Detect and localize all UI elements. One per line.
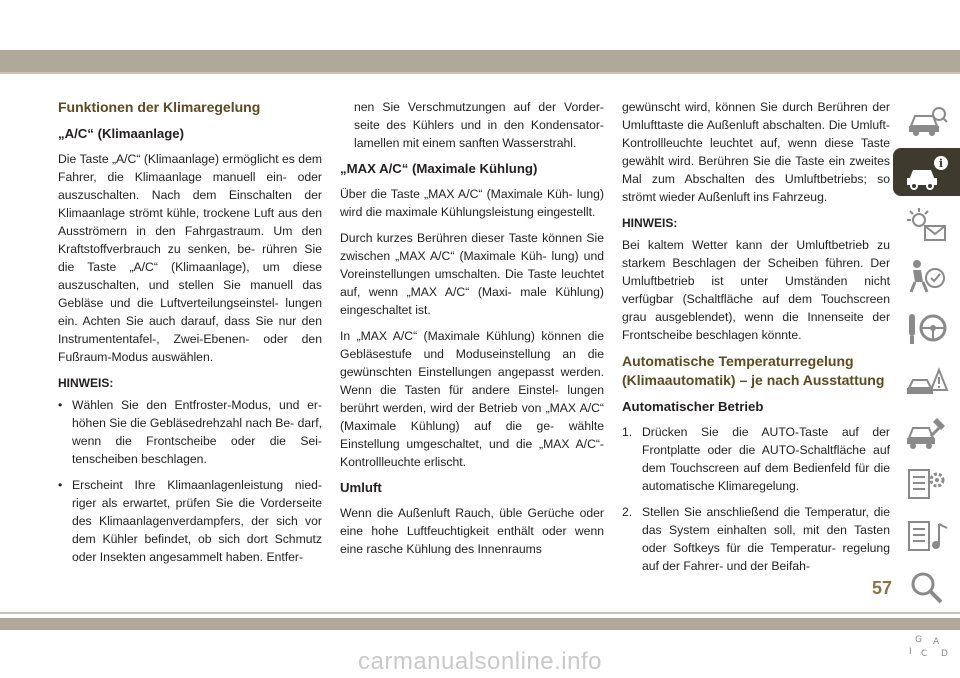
bullet-item: • Wählen Sie den Entfroster-Modus, und er- höhen Sie die Gebläsedrehzahl nach Be- darf, wenn die Frontscheibe oder die Sei- tenscheiben beschlagen.: [58, 396, 322, 468]
step-text: Stellen Sie anschließend die Temperatur, die das System einhalten soll, mit den Tasten oder Softkeys für die Temperatur- regelung auf der Fahrer- und der Beifah-: [642, 505, 890, 573]
note-label: HINWEIS:: [58, 376, 114, 390]
music-note-list-icon: [905, 516, 949, 556]
bottom-divider: [0, 612, 960, 614]
numbered-step: [622, 503, 890, 575]
subheading-umluft: Umluft: [340, 480, 382, 495]
column-3: [622, 98, 890, 583]
numbered-step: [622, 423, 890, 495]
chapter-tabs: [893, 96, 960, 668]
tab-specifications[interactable]: [893, 460, 960, 508]
car-search-icon: [905, 100, 949, 140]
tab-car-info[interactable]: [893, 148, 960, 196]
paragraph-continued: nen Sie Verschmutzungen auf der Vorder- seite des Kühlers und in den Kondensator- lamellen mit einem sanften Wasserstrahl.: [354, 100, 604, 150]
subheading-auto-operation: Automatischer Betrieb: [622, 399, 764, 414]
svg-text:D: D: [940, 649, 948, 659]
paragraph-note: Bei kaltem Wetter kann der Umluftbetrieb zu starkem Beschlagen der Scheiben führen. Der Umluftbetrieb ist unter Umständen nicht verfügbar (Schaltfläche auf dem Touchscreen grau ausgeblendet), wenn die Innenseite der Frontscheibe beschlagen könnte.: [622, 238, 890, 342]
bottom-footer-band: [0, 618, 960, 630]
airbag-safety-icon: [905, 256, 949, 296]
tab-warning-lights[interactable]: [893, 200, 960, 248]
tab-multimedia[interactable]: [893, 512, 960, 560]
step-text: Drücken Sie die AUTO-Taste auf der Frontplatte oder die AUTO-Schaltfläche auf dem Touchscreen auf dem Bedienfeld für die automatische Klimaregelung.: [642, 425, 890, 493]
section-title-auto-climate: Automatische Temperaturregelung (Klimaautomatik) – je nach Ausstattung: [622, 353, 885, 388]
tab-customer-assistance[interactable]: [893, 564, 960, 612]
paragraph-max-ac-1: Über die Taste „MAX A/C“ (Maximale Küh- lung) wird die maximale Kühlungsleistung eingestellt.: [340, 187, 604, 219]
svg-text:i: i: [938, 157, 943, 170]
tab-safety[interactable]: [893, 252, 960, 300]
paragraph-max-ac-2: Durch kurzes Berühren dieser Taste können Sie zwischen „MAX A/C“ (Maximale Küh- lung) und Voreinstellungen umschalten. Die Taste leuchtet auf, wenn „MAX A/C“ (Maxi- male Kühlung) eingeschaltet ist.: [340, 231, 604, 317]
note-label: HINWEIS:: [622, 216, 678, 230]
column-1: [58, 98, 322, 574]
car-service-wrench-icon: [905, 412, 949, 452]
paragraph-max-ac-3: In „MAX A/C“ (Maximale Kühlung) können die Gebläsestufe und Moduseinstellung an die gewünschten Einstellungen angepasst werden. Wenn die Tasten für andere Einstel- lungen berührt werden, wird der Betrieb von „MAX A/C“ (Maximale Kühlung) auf die ge- wählte Einstellung umgeschaltet, und die „MAX A/C“-Kontrollleuchte erlischt.: [340, 329, 604, 469]
roadside-warning-triangle-icon: [905, 360, 949, 400]
subheading-max-ac: „MAX A/C“ (Maximale Kühlung): [340, 161, 538, 176]
paragraph-ac: Die Taste „A/C“ (Klimaanlage) ermöglicht es dem Fahrer, die Klimaanlage manuell ein- oder auszuschalten. Nach dem Einschalten der Klimaanlage strömt kühle, trockene Luft aus den Ausströmern in den Fahrgastraum. Um den Kraftstoffverbrauch zu senken, be- rühren Sie die Taste „A/C“ (Klimaanlage), um diese auszuschalten, und stellen Sie manuell das Gebläse und die Luftverteilungseinstel- lungen ein. Achten Sie auch darauf, dass Sie nur den Instrumententafel-, Zwei-Ebenen- oder den Fußraum-Modus auswählen.: [58, 152, 322, 364]
specifications-gear-icon: [905, 464, 949, 504]
page-number: 57: [871, 578, 892, 598]
magnifier-search-icon: [905, 568, 949, 608]
top-divider: [0, 72, 960, 74]
top-header-band: [0, 50, 960, 72]
paragraph-continued: gewünscht wird, können Sie durch Berühren der Umlufttaste die Außenluft abschalten. Die Umluft-Kontrollleuchte leuchtet auf, wenn diese Taste gewählt wird. Berühren Sie die Taste ein zweites Mal zum Abschalten des Umluftbetriebs; so strömt wieder Außenluft ins Fahrzeug.: [622, 100, 890, 204]
svg-text:A: A: [932, 637, 939, 647]
column-2: [340, 98, 604, 566]
section-title-climate-functions: Funktionen der Klimaregelung: [58, 99, 261, 115]
svg-text:C: C: [920, 649, 927, 659]
steering-wheel-key-icon: [905, 308, 949, 348]
step-number: 2.: [622, 505, 633, 519]
tab-emergency[interactable]: [893, 356, 960, 404]
subheading-ac: „A/C“ (Klimaanlage): [58, 126, 185, 141]
tab-starting-operating[interactable]: [893, 304, 960, 352]
warning-light-message-icon: [905, 204, 949, 244]
car-info-icon: [905, 152, 949, 192]
tab-car-search[interactable]: [893, 96, 960, 144]
paragraph-umluft: Wenn die Außenluft Rauch, üble Gerüche oder eine hohe Luftfeuchtigkeit enthält oder wenn eine rasche Kühlung des Innenraums: [340, 506, 604, 556]
svg-text:G: G: [914, 635, 922, 645]
tab-servicing[interactable]: [893, 408, 960, 456]
watermark: carmanualsonline.info: [358, 648, 602, 675]
svg-text:I: I: [908, 647, 912, 657]
step-number: 1.: [622, 425, 633, 439]
bullet-item: • Erscheint Ihre Klimaanlagenleistung nied- riger als erwartet, prüfen Sie die Vorderseite des Klimaanlagenverdampfers, der sich vor dem Kühler befindet, ob sich dort Schmutz oder Insekten angesammelt haben. Entfer-: [58, 476, 322, 566]
